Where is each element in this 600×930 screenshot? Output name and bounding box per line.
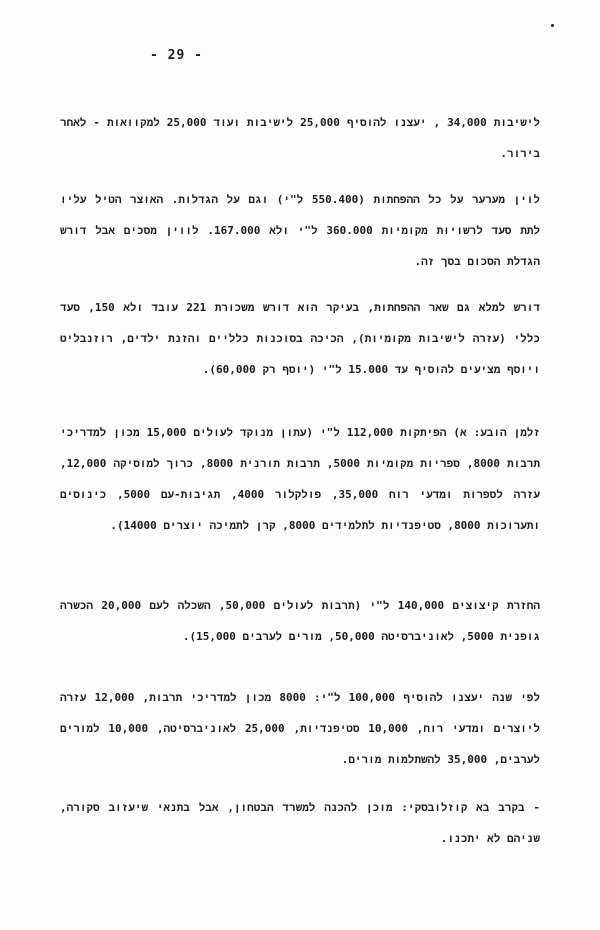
page-number: - 29 - [150, 48, 203, 63]
speck-mark [551, 24, 554, 27]
paragraph-kozlovsky: - בקרב בא קוזלובסקי: מוכן להכנה למשרד הבטחון, אבל בתנאי שיעזוב סקורה, שניהם לא יתכנו. [60, 801, 540, 845]
paragraph-levin-appeal: לוין מערער על כל ההפחתות (550.400 ל"י) וגם על הגדלות. האוצר הטיל עליו לתת סעד לרשויות מקומיות 360.000 ל"י ולא 167.000. לווין מסכים אבל דורש הגדלת הסכום בסך זה. [60, 193, 540, 268]
paragraph-restored-cuts: החזרת קיצוצים 140,000 ל"י (תרבות לעולים 50,000, השכלה לעם 20,000 הכשרה גופנית 5000, לאוניברסיטה 50,000, מורים לערבים 15,000). [60, 599, 540, 643]
paragraph-zalman-list: זלמן הובע: א) הפיתקות 112,000 ל"י (עתון מנוקד לעולים 15,000 מכון למדריכי תרבות 8000, ספריות מקומיות 5000, תרבות תורנית 8000, כרוך למוסיקה 12,000, עזרה לספרות ומדעי רוח 35,000, פולקלור 4000, תגיבות-עם 5000, כינוסים ותערוכות 8000, סטיפנדיות לתלמידים 8000, קרן לתמיכה יוצרים 14000). [60, 426, 540, 532]
paragraph-cuts-demand: דורש למלא גם שאר ההפחתות, בעיקר הוא דורש משכורת 221 עובד ולא 150, סעד כללי (עזרה לישיבות מקומיות), הכיכה בסוכנות כלליים והזנת ילדים, רוזנבליט ויוסף מציעים להוסיף עד 15.000 ל"י (יוסף רק 60,000). [60, 301, 540, 376]
paragraph-yeshivot: לישיבות 34,000 , יעצנו להוסיף 25,000 לישיבות ועוד 25,000 למקוואות - לאחר בירור. [60, 116, 541, 160]
paragraph-recommendation: לפי שנה יעצנו להוסיף 100,000 ל"י: 8000 מכון למדריכי תרבות, 12,000 עזרה ליוצרים ומדעי רוח, 10,000 סטיפנדיות, 25,000 לאוניברסיטה, 10,000 למורים לערבים, 35,000 להשתלמות מורים. [60, 691, 541, 766]
